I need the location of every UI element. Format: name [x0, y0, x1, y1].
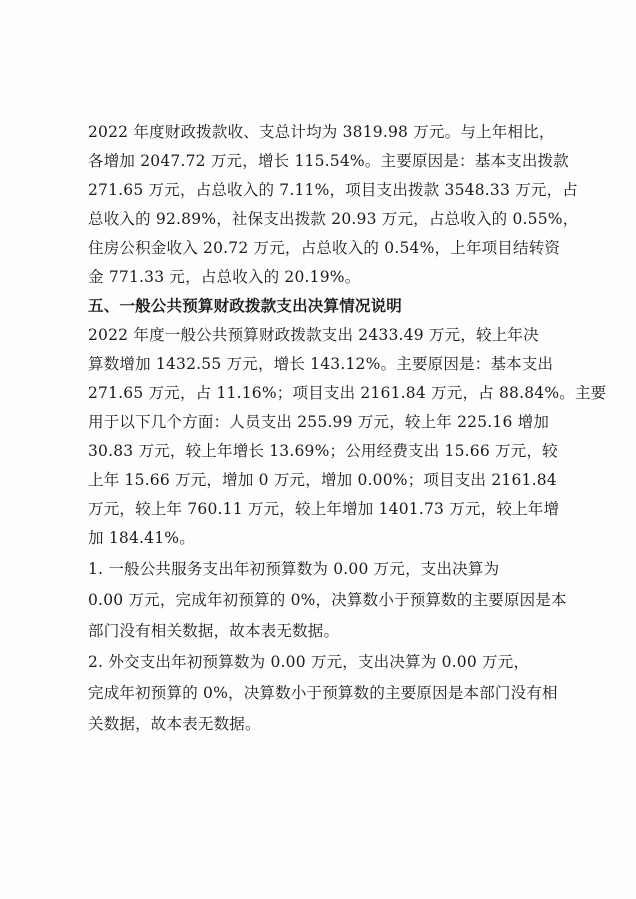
paragraph-line: 总收入的 92.89%，社保支出拨款 20.93 万元，占总收入的 0.55%， — [88, 210, 579, 228]
list-item-line: 完成年初预算的 0%，决算数小于预算数的主要原因是本部门没有相 — [88, 684, 558, 702]
paragraph-line: 加 184.41%。 — [88, 529, 195, 547]
paragraph-line: 30.83 万元，较上年增长 13.69%；公用经费支出 15.66 万元，较 — [88, 442, 558, 460]
paragraph-line: 住房公积金收入 20.72 万元，占总收入的 0.54%，上年项目结转资 — [88, 239, 561, 257]
paragraph-line: 万元，较上年 760.11 万元，较上年增加 1401.73 万元，较上年增 — [88, 500, 560, 518]
paragraph-line: 上年 15.66 万元，增加 0 万元，增加 0.00%；项目支出 2161.84 — [88, 471, 557, 489]
paragraph-line: 金 771.33 元，占总收入的 20.19%。 — [88, 268, 361, 286]
paragraph-line: 271.65 万元，占 11.16%；项目支出 2161.84 万元，占 88.84%。主要 — [88, 384, 607, 402]
list-item-line: 关数据，故本表无数据。 — [88, 715, 261, 733]
paragraph-line: 2022 年度财政拨款收、支总计均为 3819.98 万元。与上年相比， — [88, 123, 555, 141]
list-item-line: 2. 外交支出年初预算数为 0.00 万元，支出决算为 0.00 万元， — [88, 653, 530, 671]
paragraph-line: 2022 年度一般公共预算财政拨款支出 2433.49 万元，较上年决 — [88, 326, 539, 344]
paragraph-line: 用于以下几个方面：人员支出 255.99 万元，较上年 225.16 增加 — [88, 413, 550, 431]
paragraph-line: 算数增加 1432.55 万元，增长 143.12%。主要原因是：基本支出 — [88, 355, 554, 373]
list-item-line: 1. 一般公共服务支出年初预算数为 0.00 万元，支出决算为 — [88, 560, 500, 578]
section-heading: 五、一般公共预算财政拨款支出决算情况说明 — [88, 297, 403, 315]
list-item-line: 部门没有相关数据，故本表无数据。 — [88, 622, 340, 640]
paragraph-line: 271.65 万元，占总收入的 7.11%，项目支出拨款 3548.33 万元，占 — [88, 181, 578, 199]
paragraph-line: 各增加 2047.72 万元，增长 115.54%。主要原因是：基本支出拨款 — [88, 152, 569, 170]
list-item-line: 0.00 万元，完成年初预算的 0%，决算数小于预算数的主要原因是本 — [88, 591, 567, 609]
